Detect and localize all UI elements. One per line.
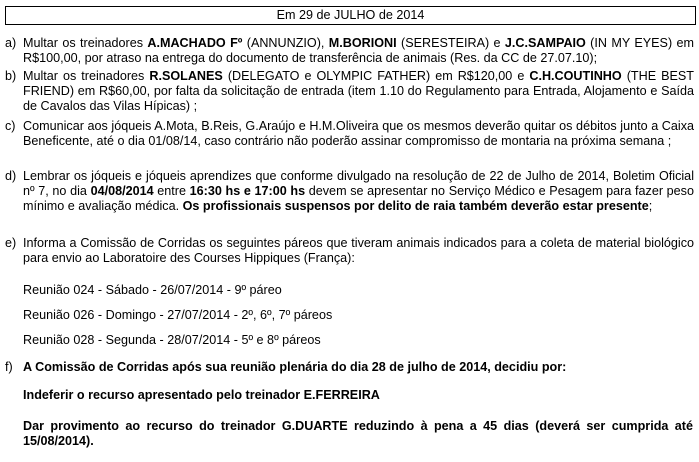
item-f-label: f)	[5, 360, 13, 374]
item-b	[5, 69, 694, 114]
decision-duarte: Dar provimento ao recurso do treinador G.DUARTE reduzindo à pena a 45 dias (deverá ser cumprida até 15/08/2014).	[23, 419, 693, 448]
item-d-text	[23, 169, 694, 214]
item-a	[5, 36, 694, 66]
bold-text-segment: 04/08/2014	[90, 184, 154, 198]
text-segment: (THE BEST FRIEND) em R$60,00, por falta da solicitação de entrada (item 1.10 do Regulamento para Entrada, Alojamento e Saída de Cavalos das Vilas Hípicas) ;	[23, 69, 694, 113]
text-segment: Multar os treinadores	[23, 36, 148, 50]
text-segment: entre	[153, 184, 190, 198]
bold-text-segment: Os profissionais suspensos por delito de raia também deverão estar presente	[182, 199, 649, 213]
text-segment: Lembrar os jóqueis e jóqueis aprendizes que conforme divulgado na resolução de 22 de Julho de 2014, Boletim Oficial nº 7, no dia	[23, 169, 694, 198]
text-segment: (ANNUNZIO),	[242, 36, 329, 50]
item-c-text	[23, 119, 694, 149]
item-a-label: a)	[5, 36, 17, 50]
bold-text-segment: J.C.SAMPAIO	[504, 36, 586, 50]
reuniao-line: Reunião 026 - Domingo - 27/07/2014 - 2º, 6º, 7º páreos	[23, 308, 333, 322]
text-segment: Informa a Comissão de Corridas os seguintes páreos que tiveram animais indicados para a coleta de material biológico para envio ao Laboratoire des Courses Hippiques (França):	[23, 236, 694, 265]
bold-text-segment: 16:30 hs e 17:00 hs	[189, 184, 306, 198]
bold-text-segment: C.H.COUTINHO	[529, 69, 622, 83]
text-segment: Comunicar aos jóqueis A.Mota, B.Reis, G.Araújo e H.M.Oliveira que os mesmos deverão quitar os débitos junto a Caixa Beneficente, até o dia 01/08/14, caso contrário não poderão assinar compromisso de montaria na próxima semana ;	[23, 119, 694, 148]
item-c	[5, 119, 694, 149]
item-a-text	[23, 36, 694, 66]
item-f	[5, 360, 694, 375]
text-segment: (IN MY EYES) em R$100,00, por atraso na entrega do documento de transferência de animais (Res. da CC de 27.07.10);	[23, 36, 694, 65]
item-e	[5, 236, 694, 266]
date-header-title: Em 29 de JULHO de 2014	[276, 8, 425, 22]
decision-deny-ferreira: Indeferir o recurso apresentado pelo treinador E.FERREIRA	[23, 388, 380, 402]
bold-text-segment: M.BORIONI	[328, 36, 397, 50]
item-e-label: e)	[5, 236, 17, 250]
text-segment: Multar os treinadores	[23, 69, 150, 83]
item-e-text	[23, 236, 694, 266]
text-segment: devem se apresentar no Serviço Médico e Pesagem para fazer peso mínimo e avaliação médica.	[23, 184, 694, 213]
item-f-text	[23, 360, 694, 375]
bold-text-segment: A Comissão de Corridas após sua reunião plenária do dia 28 de julho de 2014, decidiu por:	[23, 360, 567, 374]
item-d-label: d)	[5, 169, 17, 183]
item-b-label: b)	[5, 69, 17, 83]
item-b-text	[23, 69, 694, 114]
text-segment: ;	[648, 199, 653, 213]
text-segment: (DELEGATO e OLYMPIC FATHER) em R$120,00 e	[222, 69, 530, 83]
bold-text-segment: A.MACHADO Fº	[147, 36, 243, 50]
item-d	[5, 169, 694, 214]
bold-text-segment: R.SOLANES	[149, 69, 223, 83]
reuniao-line: Reunião 024 - Sábado - 26/07/2014 - 9º páreo	[23, 283, 282, 297]
reuniao-line: Reunião 028 - Segunda - 28/07/2014 - 5º e 8º páreos	[23, 333, 321, 347]
date-header	[5, 6, 696, 25]
item-c-label: c)	[5, 119, 16, 133]
text-segment: (SERESTEIRA) e	[396, 36, 505, 50]
